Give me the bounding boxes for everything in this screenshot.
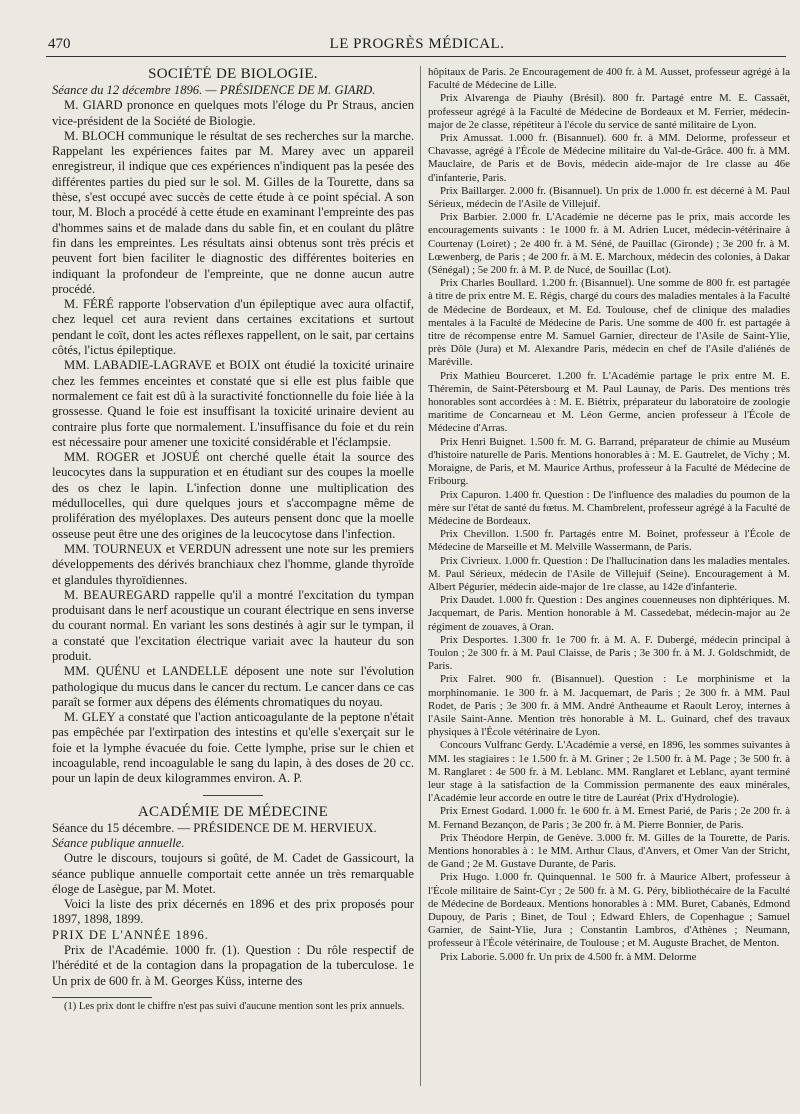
- column-divider: [420, 66, 421, 1086]
- prize-entry: Prix Théodore Herpin, de Genève. 3.000 fr. M. Gilles de la Tourette, de Paris. Mentions honorables à : 1e MM. Arthur Claus, d'Anvers, et Omer Van der Stricht, de Gand ; 2e M. Gustave Durante, de Paris.: [428, 831, 790, 871]
- paragraph: M. GIARD prononce en quelques mots l'éloge du Pr Straus, ancien vice-président de la Société de Biologie.: [52, 98, 414, 128]
- paragraph: Outre le discours, toujours si goûté, de M. Cadet de Gassicourt, la séance publique annuelle comportait cette année un très remarquable éloge de Lasègue, par M. Motet.: [52, 851, 414, 896]
- section-title-academie: ACADÉMIE DE MÉDECINE: [137, 803, 329, 820]
- paragraph: M. GLEY a constaté que l'action anticoagulante de la peptone n'était pas empêchée par l'extirpation des intestins et qu'elle s'exerçait sur le foie et la lymphe évacuée du foie. Cette lymphe, prise sur le chien et incoagulable, rend incoagulable le sang du lapin, à des doses de 20 cc. pour un lapin de deux kilogrammes environ. A. P.: [52, 710, 414, 786]
- prize-entry: Concours Vulfranc Gerdy. L'Académie a versé, en 1896, les sommes suivantes à MM. les stagiaires : 1e 1.500 fr. à M. Griner ; 2e 1.500 fr. à M. Page ; 3e 500 fr. à M. Ranglaret : 4e 500 fr. à M. Leblanc. MM. Ranglaret et Leblanc, ayant terminé leur stage à la satisfaction de la Commission permanente des eaux minérales, l'Académie leur accorde en outre le titre de Lauréat (Prix d'Hydrologie).: [428, 739, 790, 805]
- page-number: 470: [48, 36, 71, 52]
- prize-entry: Prix Laborie. 5.000 fr. Un prix de 4.500 fr. à MM. Delorme: [440, 950, 697, 963]
- left-column: [52, 66, 414, 1108]
- prize-entry: Prix Falret. 900 fr. (Bisannuel). Question : Le morphinisme et la morphinomanie. 1e 300 fr. à M. Jacquemart, de Paris ; 2e 300 fr. à MM. Paul Rodet, de Paris ; 3e 300 fr. à MM. André Antheaume et Raoult Leroy, internes à l'Asile Saint-Anne. Mention très honorable à M. L. Guinard, chef des travaux physiques à l'École vétérinaire de Lyon.: [428, 673, 790, 739]
- prize-entry: Prix Capuron. 1.400 fr. Question : De l'influence des maladies du poumon de la mère sur l'état de santé du fœtus. M. Chambrelent, professeur agrégé à la Faculté de Médecine de Bordeaux.: [428, 488, 790, 527]
- prize-entry: Prix Daudet. 1.000 fr. Question : Des angines couenneuses non diphtériques. M. Jacquemart, de Paris. Mention honorable à M. Cassedebat, médecin-major au 2e régiment de zouaves, à Oran.: [428, 594, 790, 633]
- prize-entry: Prix Desportes. 1.300 fr. 1e 700 fr. à M. A. F. Dubergé, médecin principal à Toulon ; 2e 300 fr. à M. Paul Claisse, de Paris ; 3e 300 fr. à M. J. Goldschmidt, de Paris.: [428, 633, 790, 673]
- paragraph: Voici la liste des prix décernés en 1896 et des prix proposés pour 1897, 1898, 1899.: [52, 897, 414, 927]
- paragraph: M. FÉRÉ rapporte l'observation d'un épileptique avec aura olfactif, chez lequel cet aura revient dans certaines excitations et surtout pendant le coït, dont les actes réflexes rappellent, on le sait, par certains côtés, l'ictus épileptique.: [52, 297, 414, 358]
- session-line-academie: Séance du 15 décembre. — PRÉSIDENCE DE M. HERVIEUX.: [52, 820, 377, 835]
- paragraph: M. BEAUREGARD rappelle qu'il a montré l'excitation du tympan produisant dans le nerf acoustique un courant électrique en sens inverse du courant normal. En variant les sons destinés à agir sur le tympan, il a constaté que l'excitation électrique variait avec la hauteur du son produit.: [52, 587, 414, 663]
- paragraph: Prix de l'Académie. 1000 fr. (1). Question : Du rôle respectif de l'hérédité et de la contagion dans la propagation de la tuberculose. 1e Un prix de 600 fr. à M. Georges Küss, interne des: [52, 943, 414, 988]
- journal-title: LE PROGRÈS MÉDICAL.: [329, 36, 505, 52]
- footnote-rule: [52, 997, 152, 998]
- section-title-biologie: SOCIÉTÉ DE BIOLOGIE.: [148, 66, 318, 82]
- prize-entry: Prix Alvarenga de Piauhy (Brésil). 800 fr. Partagé entre M. E. Cassaët, professeur agrégé à la Faculté de Médecine de Bordeaux et M. Ferrier, médecin-major de 2e classe, répétiteur à l'école du service de santé militaire de Lyon.: [428, 92, 790, 131]
- running-header: [48, 36, 786, 56]
- prize-entry: Prix Amussat. 1.000 fr. (Bisannuel). 600 fr. à MM. Delorme, professeur et Chavasse, agrégé à l'École de Médecine militaire du Val-de-Grâce. 400 fr. à MM. Mauclaire, de Paris et de Bovis, médecin aide-major de 1re classe au 46e d'infanterie, Paris.: [428, 132, 790, 184]
- prize-entry: Prix Baillarger. 2.000 fr. (Bisannuel). Un prix de 1.000 fr. est décerné à M. Paul Sérieux, médecin de l'Asile de Villejuif.: [428, 184, 790, 211]
- paragraph: MM. LABADIE-LAGRAVE et BOIX ont étudié la toxicité urinaire chez les femmes enceintes et constaté que si elle est plus faible que normalement ce fait est dû à la suractivité fonctionnelle du foie liée à la grossesse. Quand le foie est insuffisant la toxicité urinaire devient au contraire plus forte que normalement. L'insuffisance du foie et du rein est nécessaire pour amener une toxicité considérable et l'éclampsie.: [52, 358, 414, 449]
- prize-entry: Prix Henri Buignet. 1.500 fr. M. G. Barrand, préparateur de chimie au Muséum d'histoire naturelle de Paris. Mentions honorables à : M. E. Gautrelet, de Vichy ; M. Moraigne, de Paris, et M. Maurice Arthus, professeur à la Faculté de Médecine de Fribourg.: [428, 435, 790, 488]
- paragraph: MM. ROGER et JOSUÉ ont cherché quelle était la source des leucocytes dans la suppuration et en étudiant sur des coupes la moelle des os chez le lapin. L'infection donne une multiplication des médullocelles, qui dure quelques jours et s'accompagne même de prolifération des myéloplaxes. Des auteurs pensent donc que la moelle osseuse peut être une des origines de la leucocytose dans l'infection.: [52, 450, 414, 541]
- prize-entry: Prix Chevillon. 1.500 fr. Partagés entre M. Boinet, professeur à l'École de Médecine de Marseille et M. Melville Wassermann, de Paris.: [428, 528, 790, 554]
- prize-entry: Prix Ernest Godard. 1.000 fr. 1e 600 fr. à M. Ernest Parié, de Paris ; 2e 200 fr. à M. Fernand Bezançon, de Paris ; 3e 200 fr. à M. Pierre Bonnier, de Paris.: [428, 805, 790, 831]
- footnote: (1) Les prix dont le chiffre n'est pas suivi d'aucune mention sont les prix annuels.: [64, 1000, 405, 1012]
- paragraph: M. BLOCH communique le résultat de ses recherches sur la marche. Rappelant les expériences faites par M. Marey avec un appareil enregistreur, il indique que ces expériences n'indiquent pas la pesée des différentes parties du pied sur le sol. M. Gilles de la Tourette, dans sa thèse, s'est occupé avec succès de cette étude à ce point spécial. A son tour, M. Bloch a procédé à cette étude en examinant l'empreinte des pas d'hommes sains et de malade dans du sable fin, et en coulant du plâtre fin dans les empreintes. Les résultats ainsi obtenus sont très précis et peuvent fort bien faciliter le diagnostic des différentes boiteries en indiquant la profondeur de l'empreinte, que ne donne aucun autre procédé.: [52, 128, 414, 296]
- prize-entry: Prix Civrieux. 1.000 fr. Question : De l'hallucination dans les maladies mentales. M. Paul Sérieux, médecin de l'Asile de Villejuif (Seine). Encouragement à M. Albert Pégurier, médecin aide-major de 1re classe, au 142e d'infanterie.: [428, 554, 790, 593]
- prize-entry: Prix Hugo. 1.000 fr. Quinquennal. 1e 500 fr. à Maurice Albert, professeur à l'École militaire de Saint-Cyr ; 2e 500 fr. à M. G. Péry, bibliothécaire de la Faculté de Médecine de Bordeaux. Mentions honorables à : MM. Buret, Cabanès, Edmond Dupouy, de Paris ; Binet, de Toul ; Edward Ehlers, de Copenhague ; Samuel Garnier, de Saint-Ylie, Jura ; Constantin Lambros, d'Athènes ; Neumann, professeur à l'École vétérinaire, de Toulouse ; et M. Auguste Brachet, de Menton.: [428, 871, 790, 950]
- header-rule: [46, 56, 786, 57]
- section-separator: [203, 795, 263, 796]
- session-line-biologie: Séance du 12 décembre 1896. — PRÉSIDENCE DE M. GIARD.: [52, 83, 376, 97]
- year-heading: PRIX DE L'ANNÉE 1896.: [52, 927, 209, 942]
- paragraph: hôpitaux de Paris. 2e Encouragement de 400 fr. à M. Ausset, professeur agrégé à la Faculté de Médecine de Lille.: [428, 66, 790, 92]
- paragraph: MM. QUÉNU et LANDELLE déposent une note sur l'évolution pathologique du mucus dans le cancer du rectum. Le cancer dans ce cas paraît se former aux dépens des éléments chromatiques du noyau.: [52, 664, 414, 709]
- prize-entry: Prix Barbier. 2.000 fr. L'Académie ne décerne pas le prix, mais accorde les encouragements suivants : 1e 1000 fr. à M. Adrien Lucet, médecin-vétérinaire à Courtenay (Loiret) ; 2e 400 fr. à M. Séné, de Pauillac (Gironde) ; 3e 200 fr. à M. Lœwenberg, de Paris ; 4e 200 fr. à M. E. Marchoux, médecin des colonies, à Dakar (Sénégal) ; 5e 200 fr. à M. P. de Nucé, de Souillac (Lot).: [428, 211, 790, 277]
- paragraph: MM. TOURNEUX et VERDUN adressent une note sur les premiers développements des dérivés branchiaux chez l'homme, glande thyroïde et glandules thyroïdiennes.: [52, 541, 414, 587]
- right-column: [428, 66, 790, 1108]
- prize-entry: Prix Mathieu Bourceret. 1.200 fr. L'Académie partage le prix entre M. E. Théremin, de Saint-Pétersbourg et M. Paul Launay, de Paris. Des mentions très honorables sont accordées à : M. E. Biétrix, préparateur du laboratoire de zoologie maritime de Concarneau et M. Léon Germe, ancien professeur à l'École de Médecine d'Arras.: [428, 369, 790, 435]
- prize-entry: Prix Charles Boullard. 1.200 fr. (Bisannuel). Une somme de 800 fr. est partagée à titre de prix entre M. E. Régis, chargé du cours des maladies mentales à la Faculté de Médecine de Bordeaux, et M. Ed. Toulouse, chef de clinique des maladies mentales à la Faculté de Médecine de Paris. Une somme de 400 fr. est partagée à titre de récompense entre M. Samuel Garnier, directeur de l'Asile de Saint-Ylie, près Dôle (Jura) et M. Alexandre Paris, médecin en chef de l'Asile d'aliénés de Maréville.: [428, 277, 790, 369]
- session-subtitle: Séance publique annuelle.: [52, 835, 185, 850]
